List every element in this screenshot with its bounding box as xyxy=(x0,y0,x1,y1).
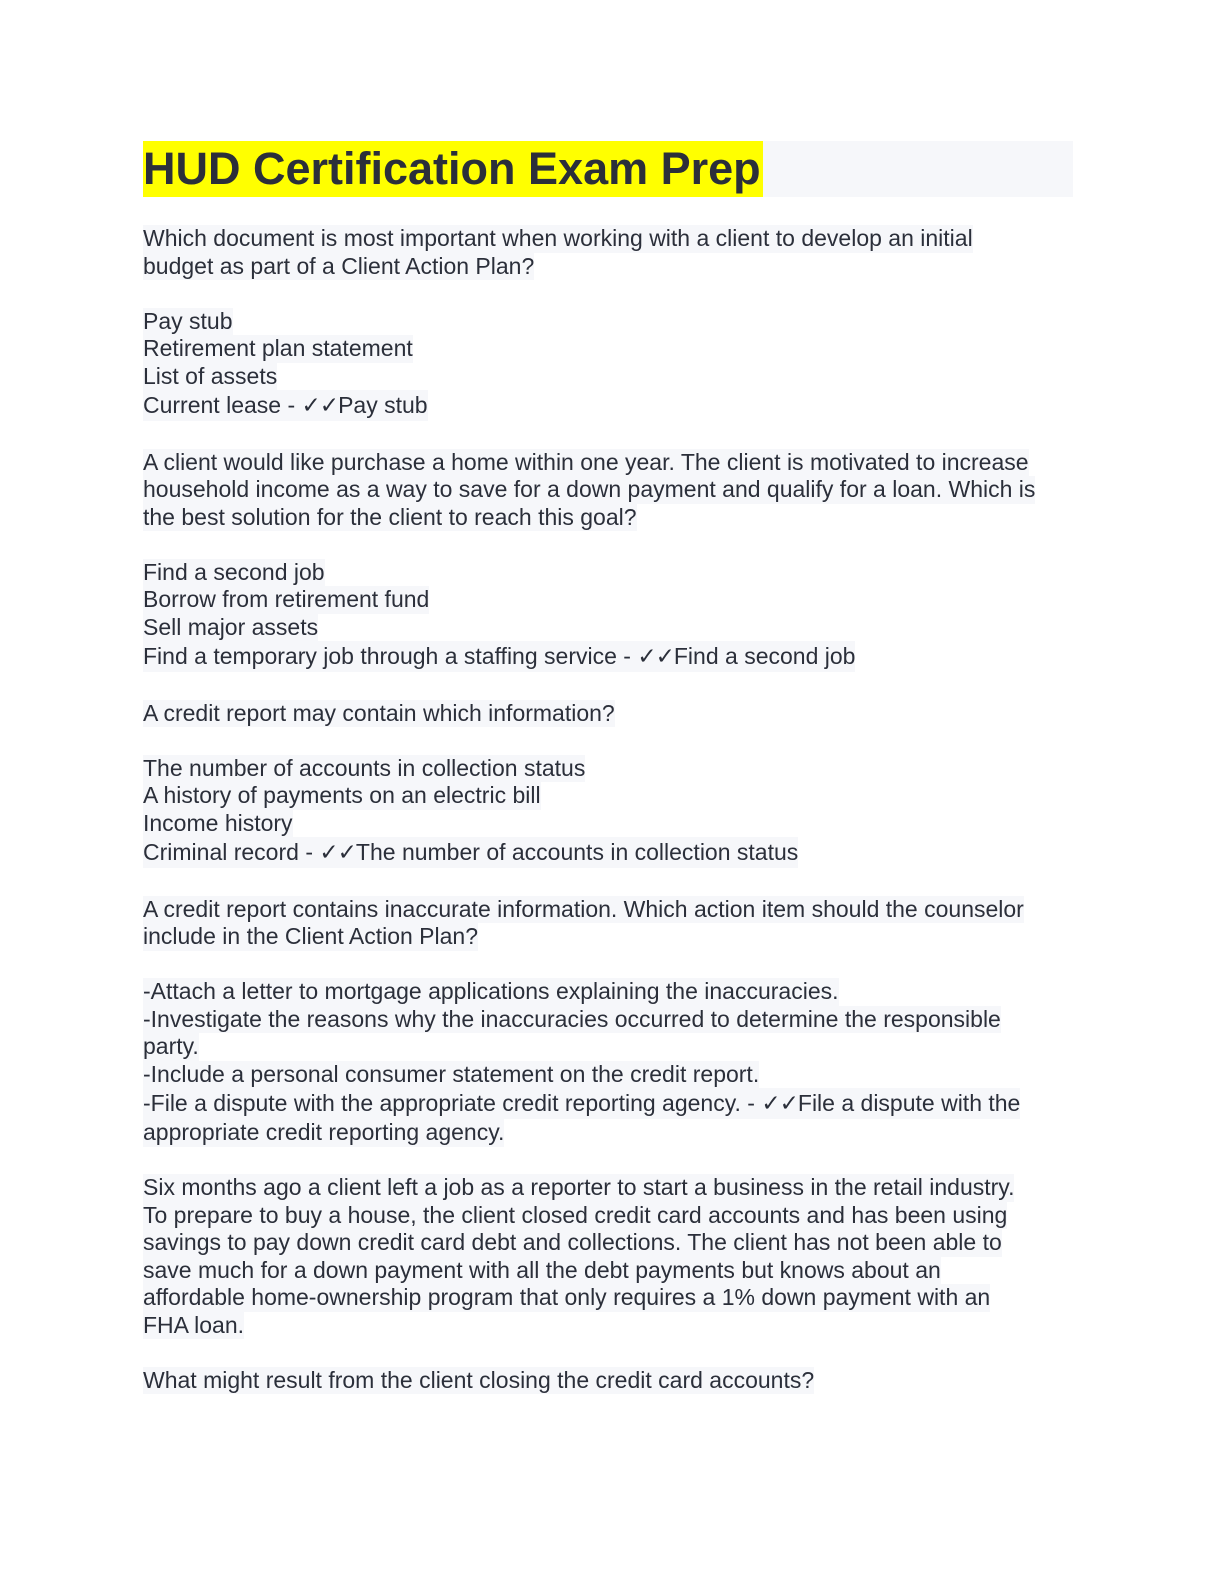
question-text-line: include in the Client Action Plan? xyxy=(143,923,478,949)
check-mark-icon: ✓✓ xyxy=(637,643,674,669)
document-title: HUD Certification Exam Prep xyxy=(143,141,763,197)
question-text-line: A client would like purchase a home within one year. The client is motivated to increase xyxy=(143,448,1029,475)
scenario-paragraph xyxy=(143,1174,1073,1339)
option-item: Find a temporary job through a staffing service - xyxy=(143,643,631,669)
question-text-line: What might result from the client closing the credit card accounts? xyxy=(143,1366,815,1393)
scenario-line: save much for a down payment with all the debt payments but knows about an xyxy=(143,1256,941,1283)
option-item: Borrow from retirement fund xyxy=(143,586,430,612)
correct-answer: Find a second job xyxy=(673,643,856,669)
scenario-line: savings to pay down credit card debt and collections. The client has not been able to xyxy=(143,1229,1002,1255)
question-text-line: budget as part of a Client Action Plan? xyxy=(143,252,535,279)
question-text-line: Which document is most important when working with a client to develop an initial xyxy=(143,225,973,251)
options-2 xyxy=(143,559,1073,673)
answer-line xyxy=(143,1088,1020,1119)
check-mark-icon: ✓✓ xyxy=(319,839,356,865)
answer-continuation: appropriate credit reporting agency. xyxy=(143,1119,505,1145)
correct-answer: The number of accounts in collection status xyxy=(355,839,799,865)
question-text-line: household income as a way to save for a down payment and qualify for a loan. Which is xyxy=(143,476,1036,502)
option-item: Income history xyxy=(143,809,293,836)
option-item: The number of accounts in collection status xyxy=(143,754,586,781)
option-item: Sell major assets xyxy=(143,613,319,640)
question-2 xyxy=(143,449,1073,532)
question-1 xyxy=(143,225,1073,280)
scenario-line: affordable home-ownership program that only requires a 1% down payment with an xyxy=(143,1284,991,1310)
question-text-line: the best solution for the client to reach this goal? xyxy=(143,503,637,530)
option-item: Criminal record - xyxy=(143,839,313,865)
scenario-line: Six months ago a client left a job as a reporter to start a business in the retail industry. xyxy=(143,1174,1015,1200)
scenario-line: To prepare to buy a house, the client closed credit card accounts and has been using xyxy=(143,1201,1008,1228)
check-mark-icon: ✓✓ xyxy=(301,392,339,418)
options-1 xyxy=(143,308,1073,422)
option-item: Find a second job xyxy=(143,558,325,585)
option-item: Pay stub xyxy=(143,307,233,334)
option-item: List of assets xyxy=(143,362,278,389)
document-page xyxy=(143,141,1073,1422)
option-item: -Investigate the reasons why the inaccuracies occurred to determine the responsible xyxy=(143,1005,1001,1032)
scenario-line: FHA loan. xyxy=(143,1311,244,1338)
correct-answer: File a dispute with the xyxy=(797,1090,1021,1116)
answer-line xyxy=(143,390,428,421)
option-item: -Attach a letter to mortgage applications explaining the inaccuracies. xyxy=(143,978,839,1004)
question-4 xyxy=(143,896,1073,951)
question-text-line: A credit report contains inaccurate information. Which action item should the counselor xyxy=(143,895,1024,922)
option-item: Retirement plan statement xyxy=(143,335,413,361)
options-4 xyxy=(143,978,1073,1147)
option-item: -Include a personal consumer statement on the credit report. xyxy=(143,1060,760,1087)
option-item: -File a dispute with the appropriate credit reporting agency. - xyxy=(143,1090,755,1116)
question-text-line: A credit report may contain which information? xyxy=(143,699,615,726)
question-3 xyxy=(143,700,1073,728)
answer-line xyxy=(143,837,798,868)
answer-line xyxy=(143,641,855,672)
option-item: party. xyxy=(143,1033,199,1059)
document-content xyxy=(143,225,1073,1394)
option-item: A history of payments on an electric bill xyxy=(143,782,541,808)
title-band xyxy=(143,141,1073,197)
check-mark-icon: ✓✓ xyxy=(761,1090,798,1116)
correct-answer: Pay stub xyxy=(338,392,428,418)
question-5 xyxy=(143,1367,1073,1395)
option-item: Current lease - xyxy=(143,392,296,418)
options-3 xyxy=(143,755,1073,869)
